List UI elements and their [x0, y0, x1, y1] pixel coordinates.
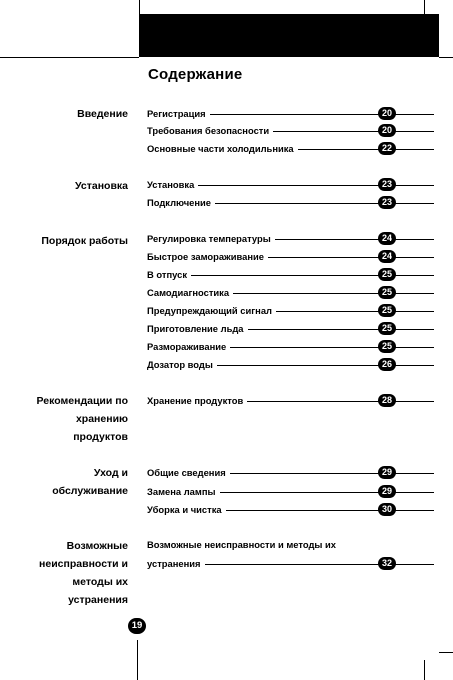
toc-entry[interactable] [147, 394, 434, 408]
toc-entry[interactable] [147, 232, 434, 246]
trim-mark-top-right-v [424, 0, 425, 14]
page-badge: 30 [378, 503, 396, 516]
section-label-line: Уход и [93, 467, 128, 479]
toc-entry[interactable] [147, 340, 434, 354]
header-block [139, 14, 439, 57]
toc-entry[interactable] [147, 142, 434, 156]
entry-label: Установка [147, 178, 198, 191]
entry-label: Подключение [147, 196, 215, 209]
section-label-line: Возможные [66, 540, 128, 552]
section-label-text: Установка [75, 180, 128, 192]
page-badge: 29 [378, 485, 396, 498]
entry-label: Регулировка температуры [147, 232, 275, 245]
toc-entry[interactable] [147, 196, 434, 210]
page-badge: 29 [378, 466, 396, 479]
trim-mark-top-left-h [0, 57, 139, 58]
entry-label: Основные части холодильника [147, 142, 298, 155]
page-badge: 25 [378, 286, 396, 299]
entry-label: Общие сведения [147, 466, 230, 479]
page-badge: 20 [378, 107, 396, 120]
section-label-operation [10, 232, 128, 250]
toc-entry[interactable] [147, 557, 434, 571]
section-label-installation [10, 177, 128, 195]
entry-label: Регистрация [147, 107, 210, 120]
section-label-text: Введение [77, 108, 128, 120]
toc-entry[interactable] [147, 358, 434, 372]
entry-label-line: Возможные неисправности и методы их [147, 539, 337, 550]
page-badge: 23 [378, 196, 396, 209]
section-label-line: неисправности и [39, 558, 128, 570]
toc-entry[interactable] [147, 503, 434, 517]
page-number: 19 [128, 618, 146, 634]
toc-entry[interactable] [147, 178, 434, 192]
page-badge: 22 [378, 142, 396, 155]
page-badge: 23 [378, 178, 396, 191]
toc-entry[interactable] [147, 322, 434, 336]
toc-entry[interactable] [147, 286, 434, 300]
section-label-line: методы их [72, 576, 128, 588]
page-badge: 28 [378, 394, 396, 407]
toc-entry[interactable] [147, 107, 434, 121]
entry-label: Уборка и чистка [147, 503, 226, 516]
section-label-line: Рекомендации по [36, 395, 128, 407]
page-badge: 32 [378, 557, 396, 570]
page-badge: 25 [378, 304, 396, 317]
toc-entry[interactable] [147, 485, 434, 499]
page-badge: 26 [378, 358, 396, 371]
entry-label: Самодиагностика [147, 286, 233, 299]
trim-mark-bottom-right-v [424, 660, 425, 680]
trim-mark-top-left-v [139, 0, 140, 14]
section-label-troubleshooting [10, 537, 128, 609]
entry-label: Предупреждающий сигнал [147, 304, 276, 317]
entry-label: Хранение продуктов [147, 394, 247, 407]
page-badge: 25 [378, 268, 396, 281]
section-label-storage [10, 392, 128, 446]
toc-entry[interactable] [147, 304, 434, 318]
page-badge: 24 [378, 232, 396, 245]
section-label-introduction [10, 105, 128, 123]
toc-entry[interactable] [147, 466, 434, 480]
section-label-care [10, 464, 128, 500]
page-title: Содержание [148, 66, 243, 83]
page-badge: 25 [378, 322, 396, 335]
toc-entry[interactable] [147, 250, 434, 264]
trim-mark-bottom-left-v [137, 640, 138, 680]
page-badge: 25 [378, 340, 396, 353]
section-label-line: обслуживание [52, 485, 128, 497]
section-label-line: продуктов [73, 431, 128, 443]
entry-label: Замена лампы [147, 485, 220, 498]
toc-entry[interactable] [147, 124, 434, 138]
page-badge: 24 [378, 250, 396, 263]
section-label-line: хранению [75, 413, 128, 425]
section-label-text: Порядок работы [41, 235, 128, 247]
entry-label: Размораживание [147, 340, 230, 353]
toc-entry[interactable] [147, 268, 434, 282]
trim-mark-top-right-h [439, 57, 453, 58]
section-label-line: устранения [68, 594, 128, 606]
entry-label: Быстрое замораживание [147, 250, 268, 263]
entry-label: В отпуск [147, 268, 191, 281]
entry-label: Требования безопасности [147, 124, 273, 137]
entry-label: устранения [147, 557, 205, 570]
page-badge: 20 [378, 124, 396, 137]
entry-label: Дозатор воды [147, 358, 217, 371]
trim-mark-bottom-right-h [439, 652, 453, 653]
entry-label: Приготовление льда [147, 322, 248, 335]
